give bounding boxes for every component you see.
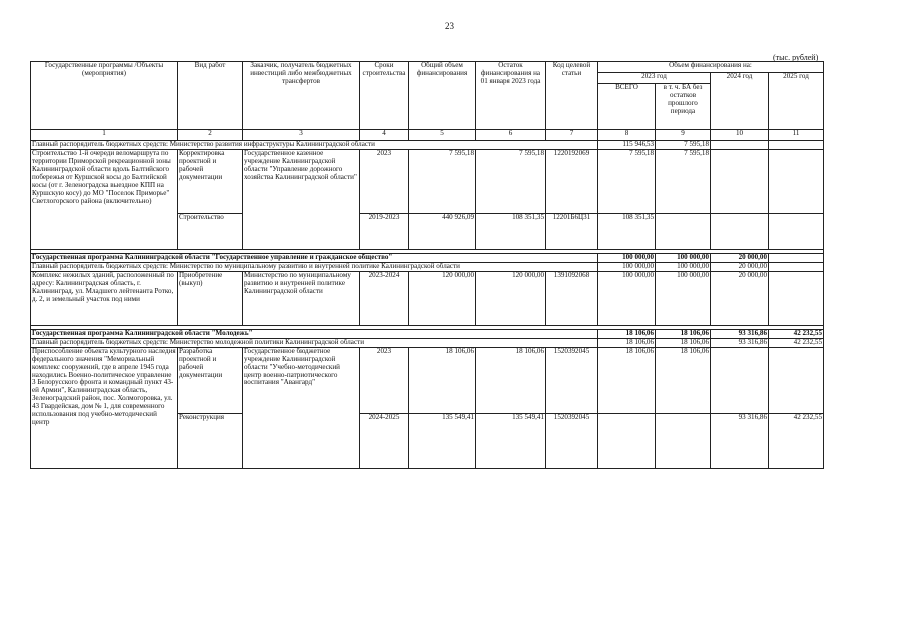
target-code: 12201Б6Ц31 (546, 213, 598, 249)
table-row (31, 141, 824, 150)
header-total-volume: Общий объем финансирования (409, 62, 476, 130)
header-funding: Объем финансирования на: (598, 62, 824, 73)
table-row (31, 347, 824, 413)
column-number: 6 (476, 130, 546, 141)
total-volume: 7 595,18 (409, 149, 476, 213)
total-2023: 100 000,00 (598, 271, 656, 325)
work-type: Реконструкция (178, 413, 243, 468)
remainder: 108 351,35 (476, 213, 546, 249)
funding-2024: 93 316,86 (711, 329, 769, 338)
target-code: 1520392045 (546, 413, 598, 468)
column-number: 11 (769, 130, 824, 141)
column-number: 3 (243, 130, 360, 141)
total-2023: 108 351,35 (598, 213, 656, 249)
object-name: Комплекс нежилых зданий, расположенный по адресу: Калининградская область, г. Калининград, ул. Младшего лейтенанта Ротко, д. 2, и земельный участок под ними (31, 271, 178, 325)
incl-2023: 18 106,06 (656, 338, 711, 347)
funding-2025: 42 232,55 (769, 338, 824, 347)
header-remainder: Остаток финансирования на 01 января 2023 года (476, 62, 546, 130)
table-row (31, 338, 824, 347)
header-2023-incl: в т. ч. БА без остатков прошлого периода (656, 84, 711, 130)
funding-2024: 93 316,86 (711, 338, 769, 347)
column-number: 4 (360, 130, 409, 141)
program-label: Государственная программа Калининградской области "Государственное управление и гражданское общество" (31, 253, 598, 262)
total-volume: 440 926,09 (409, 213, 476, 249)
incl-2023: 18 106,06 (656, 329, 711, 338)
target-code: 1520392045 (546, 347, 598, 413)
funding-2025: 42 232,55 (769, 329, 824, 338)
total-2023: 100 000,00 (598, 262, 656, 271)
total-2023: 7 595,18 (598, 149, 656, 213)
units-label: (тыс. рублей) (773, 53, 819, 62)
column-number: 1 (31, 130, 178, 141)
total-2023: 18 106,06 (598, 338, 656, 347)
target-code: 1391092068 (546, 271, 598, 325)
header-work-type: Вид работ (178, 62, 243, 130)
header-2025: 2025 год (769, 73, 824, 130)
column-number: 10 (711, 130, 769, 141)
distributor-label: Главный распорядитель бюджетных средств: Министерство молодежной политики Калининградской области (31, 338, 598, 347)
incl-2023: 100 000,00 (656, 262, 711, 271)
object-name: Приспособление объекта культурного наследия федерального значения "Мемориальный комплекс сооружений, где в апреле 1945 года находились Военно-политическое управление 3 Белорусского фронта и командный пункт 43-ей Армии", Калининградская область, Зеленоградский район, пос. Холмогоровка, ул. 43 Гвардейская, дом № 1, для современного использования под учебно-методический центр (31, 347, 178, 468)
header-terms: Сроки строительства (360, 62, 409, 130)
object-name: Строительство 1-й очереди веломаршрута по территории Приморской рекреационной зоны Калининградской области вдоль Балтийского побережья от Куршской косы до Балтийской косы (от г. Зеленоградска выездное КПП на Куршскую косу) до МО "Поселок Приморье" Светлогорского района (включительно) (31, 149, 178, 249)
column-number: 9 (656, 130, 711, 141)
column-number: 2 (178, 130, 243, 141)
header-row-1 (31, 62, 824, 73)
total-volume: 18 106,06 (409, 347, 476, 413)
remainder: 135 549,41 (476, 413, 546, 468)
investment-table (30, 61, 824, 469)
work-type: Разработка проектной и рабочей документации (178, 347, 243, 413)
total-volume: 120 000,00 (409, 271, 476, 325)
incl-2023: 18 106,06 (656, 347, 711, 413)
header-2023: 2023 год (598, 73, 711, 84)
header-2024: 2024 год (711, 73, 769, 130)
table-row (31, 253, 824, 262)
incl-2023: 7 595,18 (656, 141, 711, 150)
distributor-label: Главный распорядитель бюджетных средств: Министерство по муниципальному развитию и внутренней политике Калининградской области (31, 262, 598, 271)
total-2023: 18 106,06 (598, 329, 656, 338)
header-code: Код целевой статьи (546, 62, 598, 130)
column-number: 8 (598, 130, 656, 141)
funding-2025: 42 232,55 (769, 413, 824, 468)
funding-2024: 20 000,00 (711, 253, 769, 262)
funding-2024: 20 000,00 (711, 262, 769, 271)
header-customer: Заказчик, получатель бюджетных инвестиций либо межбюджетных трансфертов (243, 62, 360, 130)
column-numbers-row (31, 130, 824, 141)
term: 2019-2023 (360, 213, 409, 249)
header-2023-total: ВСЕГО (598, 84, 656, 130)
table-row (31, 329, 824, 338)
funding-2024: 20 000,00 (711, 271, 769, 325)
column-number: 5 (409, 130, 476, 141)
total-2023: 100 000,00 (598, 253, 656, 262)
funding-2024: 93 316,86 (711, 413, 769, 468)
incl-2023: 100 000,00 (656, 271, 711, 325)
page-number: 23 (445, 21, 454, 31)
table-row (31, 262, 824, 271)
term: 2023 (360, 347, 409, 413)
incl-2023: 7 595,18 (656, 149, 711, 213)
total-2023: 115 946,53 (598, 141, 656, 150)
term: 2023-2024 (360, 271, 409, 325)
program-label: Государственная программа Калининградской области "Молодежь" (31, 329, 598, 338)
table-row (31, 149, 824, 213)
work-type: Корректировка проектной и рабочей документации (178, 149, 243, 213)
remainder: 7 595,18 (476, 149, 546, 213)
remainder: 120 000,00 (476, 271, 546, 325)
work-type: Строительство (178, 213, 243, 249)
distributor-label: Главный распорядитель бюджетных средств: Министерство развития инфраструктуры Калининградской области (31, 141, 598, 150)
total-volume: 135 549,41 (409, 413, 476, 468)
work-type: Приобретение (выкуп) (178, 271, 243, 325)
remainder: 18 106,06 (476, 347, 546, 413)
term: 2024-2025 (360, 413, 409, 468)
customer: Государственное бюджетное учреждение Калининградской области "Учебно-методический центр военно-патриотического воспитания "Авангард" (243, 347, 360, 468)
incl-2023: 100 000,00 (656, 253, 711, 262)
target-code: 1220192069 (546, 149, 598, 213)
customer: Министерство по муниципальному развитию и внутренней политике Калининградской области (243, 271, 360, 325)
column-number: 7 (546, 130, 598, 141)
header-programs: Государственные программы /Объекты (мероприятия) (31, 62, 178, 130)
total-2023: 18 106,06 (598, 347, 656, 413)
table-row (31, 271, 824, 325)
customer: Государственное казенное учреждение Калининградской области "Управление дорожного хозяйства Калининградской области" (243, 149, 360, 249)
term: 2023 (360, 149, 409, 213)
